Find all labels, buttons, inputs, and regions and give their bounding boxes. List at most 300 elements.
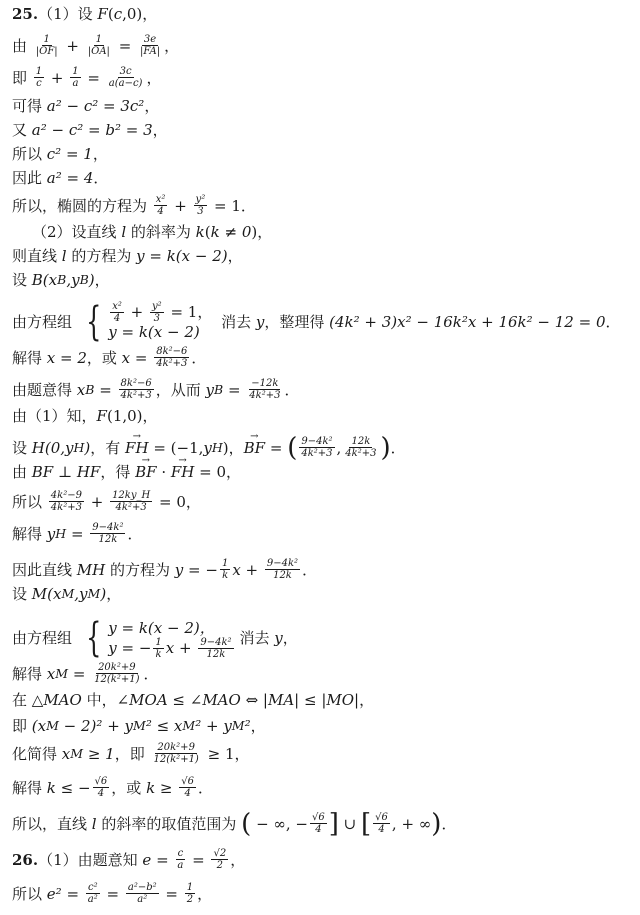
text: =	[82, 68, 105, 87]
fraction-denominator: |OF|	[35, 46, 58, 57]
text: ．	[390, 438, 406, 457]
math-text: l	[91, 814, 97, 833]
text: ．	[191, 348, 207, 367]
fraction	[150, 301, 164, 324]
text: ，	[152, 121, 168, 139]
large-bracket: ]	[328, 808, 339, 839]
equation-row	[108, 302, 212, 322]
math-text: y = k(x − 2)，	[108, 619, 215, 637]
math-text: x	[76, 380, 86, 399]
fraction-denominator: 12k	[206, 648, 226, 660]
large-bracket: (	[241, 808, 252, 839]
text: 可得	[12, 97, 47, 115]
fraction	[34, 66, 44, 89]
math-text: − 2)² + y	[58, 717, 133, 735]
text: ∪	[338, 814, 362, 833]
solution-line	[12, 168, 632, 188]
text: +	[125, 303, 148, 321]
solution-line	[32, 222, 632, 242]
text: ，得	[100, 463, 136, 481]
fraction-denominator: 4	[378, 824, 385, 835]
text: （1）设	[38, 5, 98, 23]
left-brace: {	[85, 299, 102, 345]
math-text: x =	[121, 348, 153, 367]
fraction-numerator: 4k²−9	[50, 490, 82, 501]
fraction-numerator: 9−4k²	[301, 436, 333, 447]
text: (	[204, 223, 211, 241]
fraction-numerator: 8k²−6	[156, 346, 188, 357]
text: ．	[284, 380, 300, 399]
fraction	[92, 662, 141, 685]
subscript: B	[213, 381, 224, 397]
fraction-numerator: x²	[112, 300, 122, 312]
text: ，	[144, 97, 160, 115]
math-text: a² − c² = b² = 3	[31, 121, 153, 139]
fraction-numerator: 1	[35, 66, 43, 77]
fraction-numerator: √6	[375, 812, 388, 823]
text: +	[61, 36, 84, 55]
text: ，	[92, 145, 108, 163]
text: ．	[93, 169, 109, 187]
fraction-denominator: 4k²+3	[301, 448, 333, 459]
text: ，或	[111, 778, 147, 797]
text: 设	[12, 271, 32, 289]
solution-line	[12, 848, 632, 871]
solution-line	[12, 66, 632, 89]
solution-line	[12, 716, 632, 736]
text: （1）由题意知	[38, 850, 143, 869]
fraction	[119, 378, 154, 401]
math-text: F	[96, 407, 107, 425]
fraction-numerator: 1	[43, 34, 50, 45]
fraction-numerator: 3c	[119, 66, 132, 77]
fraction	[373, 812, 390, 835]
text: ，	[146, 68, 162, 87]
solution-line	[12, 690, 632, 710]
text: ，有	[90, 438, 126, 457]
equation-system	[81, 615, 236, 661]
left-brace: {	[85, 615, 102, 661]
fraction-numerator: 1	[186, 882, 194, 893]
solution-line	[12, 522, 632, 545]
math-text: l	[121, 223, 127, 241]
text: 中，	[81, 691, 117, 709]
text: =	[265, 438, 288, 457]
text: ,0)，	[122, 5, 158, 23]
fraction-numerator: 12k	[351, 436, 371, 447]
fraction-denominator: 4k²+3	[50, 502, 82, 513]
text: )，	[222, 438, 244, 457]
solution-line	[12, 615, 632, 661]
fraction-denominator: 2	[216, 860, 224, 871]
text: )，	[251, 223, 273, 241]
text: = 0，	[154, 492, 201, 511]
text: 在	[12, 691, 32, 709]
math-text: ² ≤ x	[145, 717, 183, 735]
math-text: (x	[31, 717, 47, 735]
math-text: MH	[76, 560, 106, 579]
math-text: =	[68, 664, 91, 683]
solution-line	[12, 96, 632, 116]
text: , + ∞	[391, 814, 432, 833]
text: ．	[441, 814, 457, 833]
solution-line	[12, 462, 632, 482]
math-text: y = −	[174, 560, 218, 579]
text: 由（1）知，	[12, 407, 97, 425]
math-text: x = 2	[46, 348, 87, 367]
fraction	[343, 436, 378, 459]
fraction-denominator: 4	[184, 788, 191, 799]
fraction-numerator: 20k²+9	[157, 742, 195, 753]
text: ≥ 1，	[202, 744, 250, 763]
math-text: ² + y	[195, 717, 232, 735]
fraction	[211, 848, 228, 871]
fraction-denominator: 4	[315, 824, 322, 835]
fraction-numerator: x²	[155, 194, 166, 205]
solution-line	[12, 490, 632, 513]
text: ，	[359, 691, 375, 709]
math-text: F	[97, 5, 108, 23]
fraction-numerator: √6	[181, 776, 194, 787]
math-text: ²	[244, 717, 251, 735]
fraction-numerator: y²	[195, 194, 206, 205]
fraction-denominator: a(a−c)	[108, 78, 143, 89]
fraction	[90, 522, 125, 545]
fraction-denominator: |FA|	[140, 46, 161, 57]
math-text: ,y	[66, 271, 80, 289]
equation-rows	[108, 618, 235, 658]
text: +	[169, 196, 192, 215]
fraction-numerator: 1	[221, 558, 229, 569]
math-text: e² =	[46, 884, 84, 903]
math-text: =	[94, 380, 117, 399]
fraction-numerator: 9−4k²	[200, 636, 232, 648]
solution-line	[12, 299, 632, 345]
text: 解得	[12, 664, 47, 683]
math-text: a² − c² = 3c²	[46, 97, 145, 115]
fraction-denominator: 4	[113, 312, 121, 324]
text: 所以	[12, 145, 47, 163]
solution-line	[12, 808, 632, 839]
text: 解得	[12, 778, 47, 797]
large-bracket: )	[431, 808, 442, 839]
text: ,	[336, 438, 342, 457]
fraction	[93, 776, 110, 799]
fraction-denominator: 12(k²+1)	[94, 674, 140, 685]
text: =	[187, 850, 210, 869]
fraction-numerator: a²−b²	[127, 882, 157, 893]
fraction-denominator: c	[36, 78, 42, 89]
text: 因此	[12, 169, 47, 187]
text: ，或	[86, 348, 122, 367]
text: 所以，椭圆的方程为	[12, 196, 152, 215]
text: ，	[282, 629, 298, 647]
text: ．	[605, 313, 621, 331]
math-text: y	[203, 438, 212, 457]
text: 又	[12, 121, 32, 139]
fraction-denominator: a	[177, 860, 184, 871]
fraction-numerator: y²	[152, 300, 162, 312]
fraction	[49, 490, 84, 513]
fraction	[152, 742, 201, 765]
text: 解得	[12, 348, 47, 367]
text: ，整理得	[264, 313, 330, 331]
text: +	[46, 68, 69, 87]
solution-line	[12, 776, 632, 799]
text: ．	[198, 778, 214, 797]
fraction	[138, 34, 162, 57]
fraction	[310, 812, 327, 835]
equation-row	[108, 322, 212, 342]
text: +	[85, 492, 109, 511]
fraction	[179, 776, 196, 799]
text: = 1．	[209, 196, 256, 215]
problem-number: 25.	[12, 5, 39, 23]
fraction-denominator: a²	[137, 894, 148, 905]
fraction	[185, 882, 195, 905]
text: =	[160, 884, 183, 903]
fraction-numerator: √2	[213, 848, 227, 859]
text: ．	[302, 560, 318, 579]
subscript: M	[133, 718, 146, 733]
solution-line	[12, 742, 632, 765]
fraction-denominator: 12k	[273, 570, 292, 581]
text: (1,0)，	[106, 407, 158, 425]
fraction-numerator: c²	[87, 882, 98, 893]
text: 由方程组	[12, 313, 77, 331]
text: ·	[156, 463, 171, 481]
fraction	[175, 848, 185, 871]
fraction	[198, 637, 233, 660]
math-text: e =	[142, 850, 174, 869]
subscript: M	[87, 586, 101, 601]
fraction-numerator: 1	[155, 636, 162, 648]
fraction	[70, 66, 80, 89]
text: 的方程为	[105, 560, 175, 579]
math-text: )	[100, 585, 107, 603]
math-text: B(x	[31, 271, 58, 289]
fraction-denominator: a²	[87, 894, 98, 905]
fraction-numerator: √6	[312, 812, 325, 823]
vector: → BF	[135, 462, 156, 482]
fraction	[107, 66, 145, 89]
text: ，即	[114, 744, 150, 763]
text: 消去	[216, 313, 256, 331]
subscript: M	[70, 745, 84, 761]
fraction	[154, 194, 168, 217]
solution-line	[12, 432, 632, 463]
fraction	[220, 558, 230, 581]
text: ．	[143, 664, 159, 683]
fraction	[126, 882, 159, 905]
problem-number: 26.	[12, 850, 39, 869]
solution-line	[12, 378, 632, 401]
text: 所以	[12, 492, 47, 511]
text: ，	[164, 36, 180, 55]
solution-line	[12, 246, 632, 266]
text: 设	[12, 438, 32, 457]
fraction-numerator: 20k²+9	[98, 662, 136, 673]
fraction	[86, 34, 112, 57]
subscript: B	[79, 272, 89, 287]
math-text: k	[195, 223, 205, 241]
text: 所以，直线	[12, 814, 92, 833]
math-text: ,y	[74, 585, 88, 603]
text: 即	[12, 717, 32, 735]
fraction	[86, 882, 100, 905]
subscript: M	[61, 586, 75, 601]
text: 消去	[239, 629, 275, 647]
text: ．	[127, 524, 143, 543]
math-text: k ≠ 0	[210, 223, 252, 241]
math-text: y = −	[108, 639, 152, 657]
vector: → FH	[171, 462, 195, 482]
text: 解得	[12, 524, 47, 543]
fraction-denominator: 3	[153, 312, 161, 324]
math-text: M(x	[31, 585, 62, 603]
fraction-denominator: 12(k²+1)	[153, 754, 199, 765]
text: 由题意得	[12, 380, 77, 399]
solution-line	[12, 270, 632, 290]
text: 由	[12, 463, 32, 481]
fraction-numerator: 3e	[143, 34, 157, 45]
math-text: c	[113, 5, 123, 23]
text: = (−1,	[148, 438, 204, 457]
vector: → BF	[244, 438, 265, 458]
solution-line	[12, 662, 632, 685]
subscript: H	[73, 439, 85, 455]
text: ，	[227, 247, 243, 265]
text: 所以	[12, 884, 47, 903]
text: ，	[197, 884, 213, 903]
text: 设	[12, 585, 32, 603]
text: 化简得	[12, 744, 62, 763]
fraction	[247, 378, 282, 401]
large-bracket: (	[287, 432, 298, 463]
fraction	[110, 490, 152, 513]
equation-row	[108, 638, 235, 658]
subscript: M	[182, 718, 196, 733]
math-text: =	[223, 380, 246, 399]
math-text: l	[61, 247, 67, 265]
fraction	[34, 34, 60, 57]
math-text: )	[84, 438, 91, 457]
fraction	[110, 301, 124, 324]
fraction-numerator: 9−4k²	[266, 558, 299, 569]
fraction-denominator: 12k	[98, 534, 118, 545]
solution-line	[12, 406, 632, 426]
fraction	[154, 346, 189, 369]
fraction-denominator: 4	[97, 788, 105, 799]
large-bracket: )	[380, 432, 391, 463]
math-text: y	[255, 313, 265, 331]
math-text: H(0,y	[31, 438, 74, 457]
math-text: y	[46, 524, 56, 543]
fraction-denominator: 2	[186, 894, 194, 905]
solution-line	[12, 120, 632, 140]
fraction-denominator: a	[72, 78, 79, 89]
text: = 0，	[194, 463, 242, 481]
solution-line	[12, 4, 632, 24]
subscript: H	[55, 525, 67, 541]
fraction-numerator: 12ky_H	[112, 490, 151, 501]
fraction-denominator: 4k²+3	[345, 448, 377, 459]
text: =	[113, 36, 137, 55]
fraction-numerator: −12k	[251, 378, 279, 389]
fraction-denominator: |OA|	[87, 46, 110, 57]
text: ，	[250, 717, 266, 735]
math-text: y	[274, 629, 283, 647]
fraction-denominator: 4k²+3	[120, 390, 152, 401]
solution-line	[12, 346, 632, 369]
fraction-numerator: c	[177, 848, 184, 859]
fraction-denominator: 4k²+3	[156, 358, 188, 369]
solution-line	[12, 144, 632, 164]
subscript: M	[231, 718, 245, 733]
text: 的方程为	[66, 247, 137, 265]
math-text: )	[88, 271, 95, 289]
math-text: △MAO	[31, 691, 82, 709]
subscript: M	[55, 665, 69, 681]
fraction-denominator: 4k²+3	[115, 502, 147, 513]
fraction	[153, 637, 163, 660]
text: 因此直线	[12, 560, 77, 579]
text: ，从而	[155, 380, 206, 399]
fraction-denominator: 4k²+3	[249, 390, 281, 401]
math-text: a² = 4	[46, 169, 94, 187]
math-text: x	[46, 664, 56, 683]
math-text: x +	[165, 639, 197, 657]
text: （2）设直线	[32, 223, 122, 241]
math-text: =	[66, 524, 89, 543]
text: − ∞, −	[251, 814, 309, 833]
math-text: (4k² + 3)x² − 16k²x + 16k² − 12 = 0	[329, 313, 606, 331]
math-text: k ≤ −	[46, 778, 91, 797]
fraction-denominator: k	[222, 570, 229, 581]
text: = 1，	[165, 303, 213, 321]
equation-system	[81, 299, 213, 345]
math-text: y = k(x − 2)	[108, 323, 200, 341]
math-text: ∠MOA ≤ ∠MAO ⇔ |MA| ≤ |MO|	[116, 691, 360, 709]
equation-rows	[108, 302, 212, 342]
solution-line	[12, 34, 632, 57]
fraction-numerator: 1	[72, 66, 79, 77]
solution-line	[12, 882, 632, 905]
text: ，	[94, 271, 110, 289]
math-text: BF ⊥ HF	[31, 463, 101, 481]
text: 的斜率的取值范围为	[96, 814, 242, 833]
text: (	[107, 5, 114, 23]
text: ，	[230, 850, 246, 869]
math-text: x	[61, 744, 71, 763]
math-text: y	[205, 380, 214, 399]
fraction	[194, 194, 208, 217]
text: 即	[12, 68, 32, 87]
vector: → FH	[125, 438, 149, 458]
fraction-numerator: 1	[95, 34, 103, 45]
fraction-numerator: √6	[94, 776, 108, 787]
fraction-denominator: 3	[197, 206, 204, 217]
subscript: B	[57, 272, 67, 287]
fraction-denominator: 4	[157, 206, 164, 217]
text: ，	[106, 585, 122, 603]
equation-row	[108, 618, 235, 638]
math-text: y = k(x − 2)	[136, 247, 228, 265]
fraction-numerator: 9−4k²	[92, 522, 124, 533]
subscript: M	[46, 718, 59, 733]
solution-line	[12, 558, 632, 581]
fraction-denominator: k	[155, 648, 162, 660]
